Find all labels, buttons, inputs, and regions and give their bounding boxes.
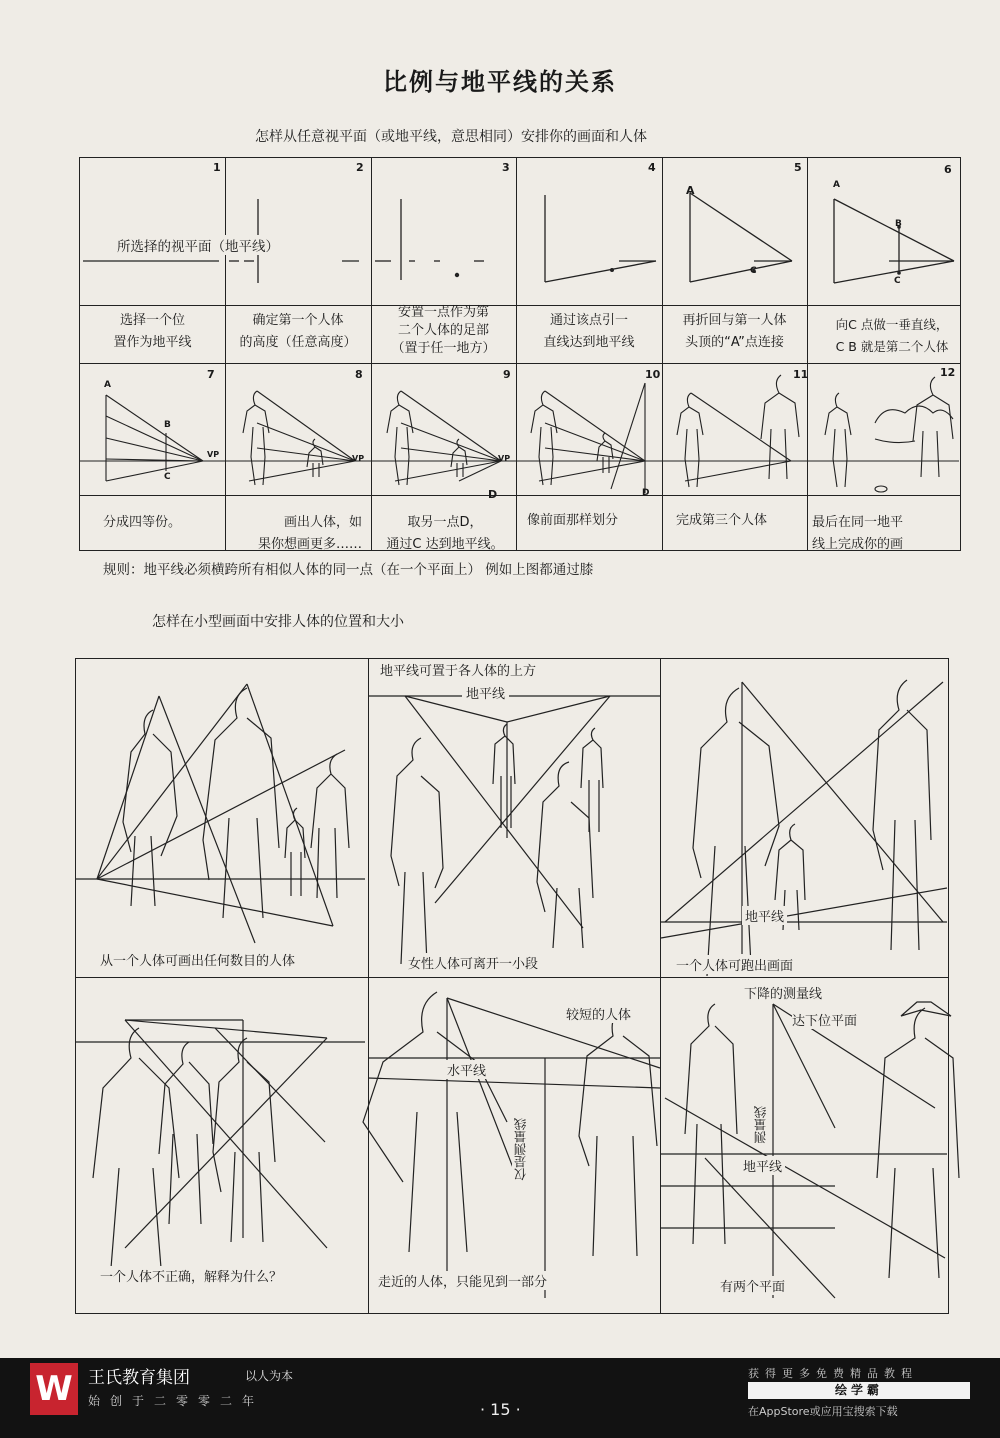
step-number: 2 — [356, 161, 364, 174]
horizon-label: 所选择的视平面（地平线） — [117, 235, 279, 255]
step-caption: 选择一个位 置作为地平线 — [113, 313, 192, 350]
promo-text: 获得更多免费精品教程 — [748, 1367, 918, 1380]
brand-founded: 始创于二零零二年 — [88, 1394, 265, 1408]
brand-name: 王氏教育集团 — [88, 1368, 190, 1388]
step-number: 7 — [207, 368, 215, 381]
step-diagrams-row1 — [79, 157, 959, 305]
step-caption: 最后在同一地平 线上完成你的画 — [812, 515, 904, 552]
panel-caption: 有两个平面 — [720, 1276, 785, 1295]
panel-note: 下降的测量线 — [744, 983, 822, 1002]
point-label: B — [164, 420, 171, 430]
step-number: 11 — [793, 368, 809, 381]
point-label: VP — [352, 454, 365, 463]
point-label: D — [488, 488, 498, 501]
step-caption: 向C 点做一垂直线， C B 就是第二个人体 — [835, 317, 949, 354]
brand-slogan: 以人为本 — [245, 1369, 294, 1383]
step-number: 1 — [213, 161, 221, 174]
promo-app-name[interactable]: 绘学霸 — [748, 1382, 970, 1399]
step-number: 6 — [944, 163, 952, 176]
horizon-label: 水平线 — [444, 1060, 489, 1079]
point-label: VP — [207, 450, 220, 459]
step-caption: 再折回与第一人体 头顶的“A”点连接 — [682, 313, 787, 350]
step-number: 9 — [503, 368, 511, 381]
step-number: 10 — [645, 368, 661, 381]
horizon-label: 地平线 — [462, 683, 509, 702]
point-label: VP — [498, 454, 511, 463]
step-caption: 分成四等份。 — [103, 515, 182, 530]
panel-note: 达下位平面 — [792, 1010, 857, 1029]
point-label: C — [750, 266, 757, 276]
panel-caption: 走近的人体，只能见到一部分 — [378, 1271, 547, 1290]
point-label: B — [895, 219, 902, 229]
point-label: A — [104, 380, 111, 390]
step-caption: 安置一点作为第 二个人体的足部 （置于任一地方） — [391, 305, 496, 356]
page-title: 比例与地平线的关系 — [383, 68, 617, 96]
point-label: A — [833, 180, 840, 190]
rule-text: 规则：地平线必须横跨所有相似人体的同一点（在一个平面上） 例如上图都通过膝 — [103, 562, 594, 578]
measure-label: 仅是测量线 — [513, 1118, 528, 1181]
panel-note: 地平线可置于各人体的上方 — [380, 660, 536, 679]
panel-caption: 女性人体可离开一小段 — [408, 953, 538, 972]
panel-caption: 从一个人体可画出任何数目的人体 — [100, 950, 295, 969]
step-number: 4 — [648, 161, 656, 174]
step-diagrams-row2 — [79, 363, 959, 495]
section2-subtitle: 怎样在小型画面中安排人体的位置和大小 — [152, 614, 404, 630]
point-label: D — [642, 488, 650, 498]
step-caption: 取另一点D， 通过C 达到地平线。 — [386, 515, 504, 552]
measure-label: 测量线 — [753, 1106, 768, 1144]
horizon-label: 地平线 — [740, 1156, 785, 1175]
panel-caption: 一个人体可跑出画面 — [676, 955, 793, 974]
step-caption: 完成第三个人体 — [676, 513, 768, 528]
section1-subtitle: 怎样从任意视平面（或地平线，意思相同）安排你的画面和人体 — [255, 129, 647, 145]
horizon-label: 地平线 — [742, 906, 787, 925]
step-caption: 像前面那样划分 — [527, 513, 619, 528]
panel-caption: 一个人体不正确，解释为什么？ — [100, 1266, 282, 1285]
step-caption: 通过该点引一 直线达到地平线 — [543, 313, 635, 350]
step-number: 12 — [940, 366, 956, 379]
promo-download: 在AppStore或应用宝搜索下载 — [748, 1405, 898, 1418]
panel-note: 较短的人体 — [566, 1004, 631, 1023]
point-label: C — [894, 276, 901, 286]
step-number: 3 — [502, 161, 510, 174]
step-caption: 画出人体，如 果你想画更多…… — [257, 515, 362, 552]
point-label: A — [686, 184, 695, 197]
step-number: 8 — [355, 368, 363, 381]
step-caption: 确定第一个人体 的高度（任意高度） — [239, 313, 357, 350]
page-number: · 15 · — [480, 1400, 521, 1419]
point-label: C — [164, 472, 171, 482]
step-number: 5 — [794, 161, 802, 174]
brand-logo: W — [30, 1363, 78, 1415]
